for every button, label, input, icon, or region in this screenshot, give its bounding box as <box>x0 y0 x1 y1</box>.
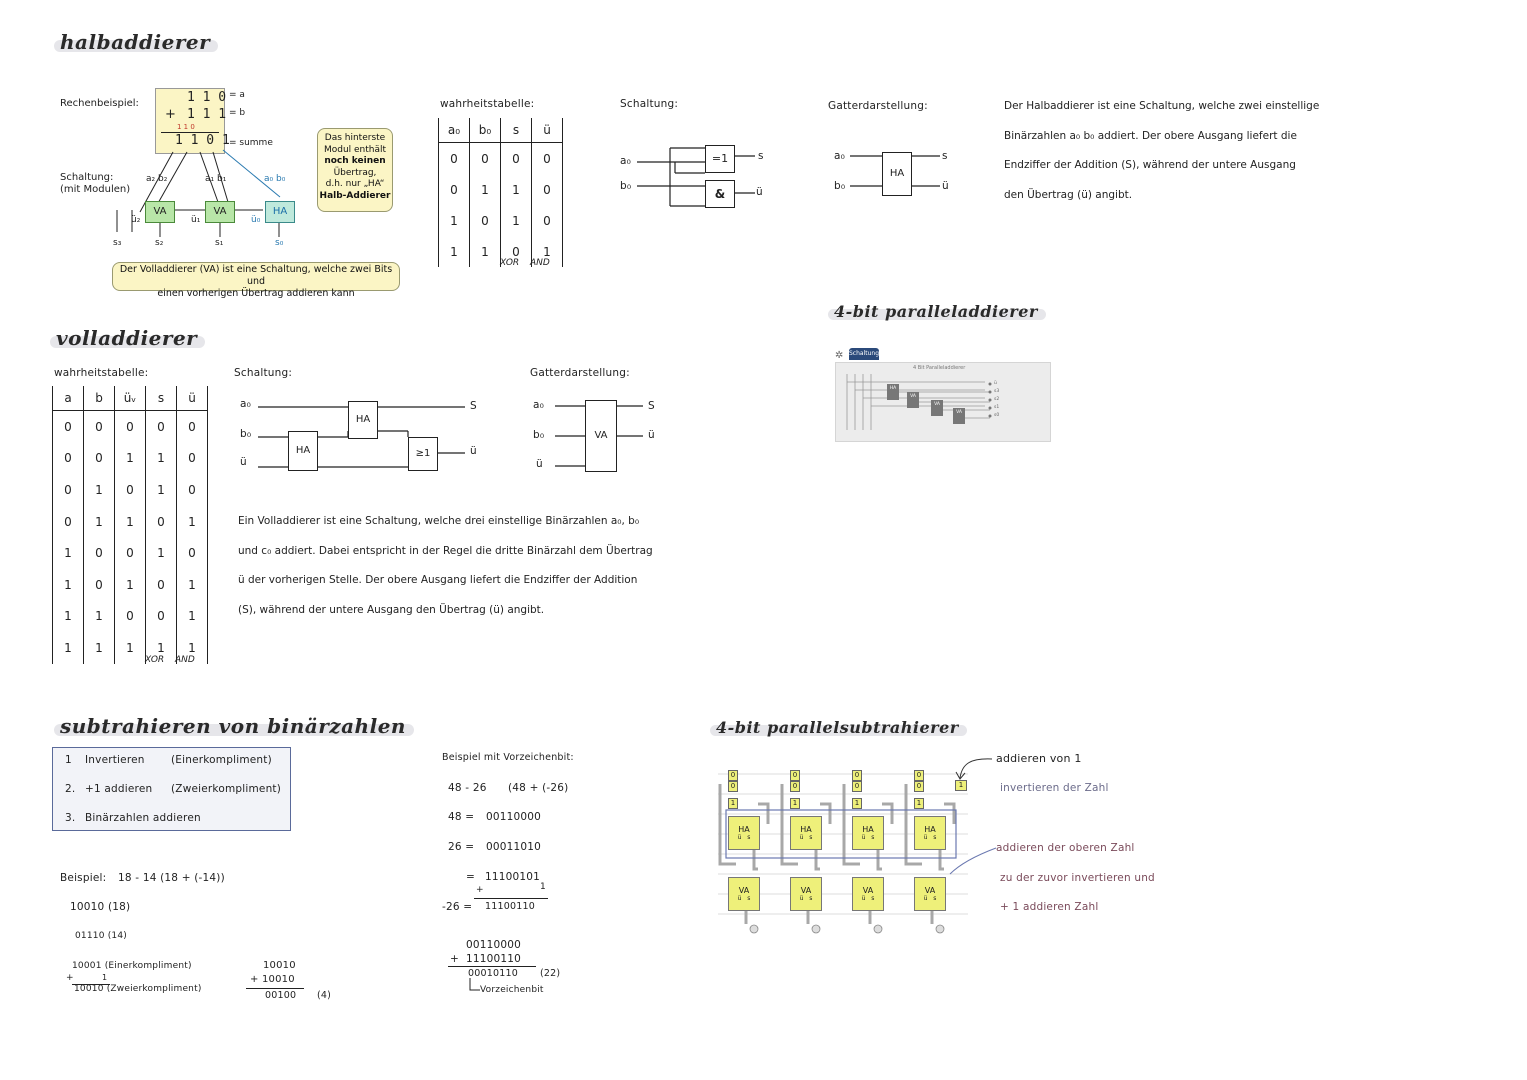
ps-ha-2: HA ü s <box>790 816 822 850</box>
va-brace-and: AND <box>175 655 195 665</box>
step-1-text: Invertieren <box>85 754 145 766</box>
ex1-line3: 10001 (Einerkompliment) <box>72 961 192 971</box>
va-description: Ein Volladdierer ist eine Schaltung, welche drei einstellige Binärzahlen a₀, b₀ und c₀ addiert. Dabei entspricht in der Regel die dritte Binärzahl dem Übertrag ü der vorherigen Stelle. Der obere Ausgang liefert die Endziffer der Addition (S), während der untere Ausgang den Übertrag (ü) angibt. <box>238 515 653 616</box>
gear-icon: ✲ <box>835 350 844 361</box>
va-gate-in-u: ü <box>536 458 543 470</box>
ex2-line4-val: 11100101 <box>485 871 541 883</box>
ha-gate-in-a: a₀ <box>834 150 846 162</box>
sum-s2: s₂ <box>155 238 164 248</box>
ex2-carry: 1 <box>540 882 546 892</box>
step-3-num: 3. <box>65 812 76 824</box>
ps-va-2: VA ü s <box>790 877 822 911</box>
ex2-line4: = <box>466 871 475 883</box>
ps-bit-col-3: 0 0 1 <box>852 770 862 809</box>
step-2-num: 2. <box>65 783 76 795</box>
ex2-line3: 26 = <box>448 841 475 853</box>
ex2-line1: 48 - 26 <box>448 782 487 794</box>
ex1-expr: 18 - 14 (18 + (-14)) <box>118 872 225 884</box>
step-3-text: Binärzahlen addieren <box>85 812 201 824</box>
step-1-num: 1 <box>65 754 72 766</box>
mit-modulen-label: (mit Modulen) <box>60 184 131 195</box>
ps-bit-col-1: 0 0 1 <box>728 770 738 809</box>
bits-a1b1: a₁ b₁ <box>205 174 227 184</box>
section-title-subtrahieren: subtrahieren von binärzahlen <box>60 714 406 738</box>
ps-bit-col-2: 0 0 1 <box>790 770 800 809</box>
va-gate-block: VA <box>585 400 617 472</box>
ex1-add-result: 00100 <box>265 990 297 1001</box>
ps-va-4: VA ü s <box>914 877 946 911</box>
label-sum: = summe <box>229 138 273 148</box>
ex1-plus: + <box>66 973 74 983</box>
ex2-sep1 <box>474 898 548 899</box>
va-gate-in-a: a₀ <box>533 399 545 411</box>
ex1-carry: 1 <box>102 973 108 982</box>
ha-circuit-label: Schaltung: <box>620 98 679 110</box>
pa-out-s0: s0 <box>994 413 1000 418</box>
ha-gate-in-b: b₀ <box>834 180 846 192</box>
module-va-1: VA <box>205 201 235 223</box>
ex1-line5: 10010 (Zweierkompliment) <box>74 984 202 994</box>
step-2-note: (Zweierkompliment) <box>171 783 282 795</box>
sum-s3: s₃ <box>113 238 122 248</box>
ex1-line2: 01110 (14) <box>75 931 127 941</box>
ha-in-a: a₀ <box>620 155 632 167</box>
callout-ha-explanation: Das hinterste Modul enthält noch keinen Übertrag, d.h. nur „HA“ Halb-Addierer <box>317 128 393 212</box>
va-ha-gate-2: HA <box>288 431 318 471</box>
row-a: 1 1 0 <box>187 90 227 105</box>
ps-extra-one: 1 <box>955 780 967 791</box>
pa-block-ha: HA <box>887 384 899 400</box>
bits-a2b2: a₂ b₂ <box>146 174 168 184</box>
ex2-line3-val: 00011010 <box>486 841 542 853</box>
ps-note-invert: invertieren der Zahl <box>1000 782 1109 794</box>
ha-gate-label: Gatterdarstellung: <box>828 100 928 112</box>
carry-row: 1 1 0 <box>177 123 195 131</box>
ex1-label: Beispiel: <box>60 872 107 884</box>
va-ha-gate-1: HA <box>348 401 378 439</box>
parallelsubtrahierer-figure <box>718 764 968 936</box>
ha-out-u: ü <box>756 186 763 198</box>
carry-u2: ü₂ <box>131 215 141 225</box>
schaltung-tab[interactable]: Schaltung <box>849 348 879 360</box>
va-gate-out-s: S <box>648 400 655 412</box>
ha-and-gate: & <box>705 180 735 208</box>
ps-bit-col-4: 0 0 1 <box>914 770 924 809</box>
va-in-a: a₀ <box>240 398 252 410</box>
ps-ha-3: HA ü s <box>852 816 884 850</box>
step-2-text: +1 addieren <box>85 783 153 795</box>
va-truth-label: wahrheitstabelle: <box>54 367 149 379</box>
callout-va-explanation: Der Volladdierer (VA) ist eine Schaltung, welche zwei Bits und einen vorherigen Übertrag addieren kann <box>112 262 400 291</box>
va-out-s: S <box>470 400 477 412</box>
pa-block-va-2: VA <box>931 400 943 416</box>
ps-ha-4: HA ü s <box>914 816 946 850</box>
sign-arrow <box>460 976 482 996</box>
va-brace-xor: XOR <box>145 655 165 665</box>
label-b: = b <box>229 108 246 118</box>
ha-example-figure <box>55 82 405 299</box>
pa-out-u: ü <box>994 381 997 386</box>
ex2-line6-val: 11100110 <box>485 901 535 912</box>
ha-gate-block: HA <box>882 152 912 196</box>
va-gate-out-u: ü <box>648 429 655 441</box>
pa-out-s1: s1 <box>994 405 1000 410</box>
step-1-note: (Einerkompliment) <box>171 754 272 766</box>
ex2-label: Beispiel mit Vorzeichenbit: <box>442 752 574 763</box>
ha-description: Der Halbaddierer ist eine Schaltung, welche zwei einstellige Binärzahlen a₀ b₀ addiert. Der obere Ausgang liefert die Endziffer der Addition (S), während der untere Ausgang den Übertrag (ü) angibt. <box>1004 100 1320 201</box>
ex2-line1-note: (48 + (-26) <box>508 782 569 794</box>
ps-note-add-top-2: zu der zuvor invertieren und <box>1000 872 1155 884</box>
ha-brace-xor: XOR <box>500 258 520 268</box>
section-title-volladdierer: volladdierer <box>56 326 198 350</box>
carry-u1: ü₁ <box>191 215 201 225</box>
ps-note-add1: addieren von 1 <box>996 752 1082 765</box>
ex1-add2: + 10010 <box>250 974 295 985</box>
ex2-line2: 48 = <box>448 811 475 823</box>
ex2-sum1: 00110000 <box>466 939 522 951</box>
section-title-paralleladdierer: 4-bit paralleladdierer <box>834 302 1038 321</box>
section-title-parallelsubtrahierer: 4-bit parallelsubtrahierer <box>716 718 959 737</box>
row-b: 1 1 1 <box>187 107 227 122</box>
ps-va-3: VA ü s <box>852 877 884 911</box>
ps-annotation-arrows <box>940 750 1010 880</box>
ex1-add-result-note: (4) <box>317 990 332 1001</box>
va-in-u: ü <box>240 456 247 468</box>
paralleladdierer-figure <box>835 348 1050 442</box>
ha-xor-gate: =1 <box>705 145 735 173</box>
pa-block-va-1: VA <box>907 392 919 408</box>
ha-gate-out-u: ü <box>942 180 949 192</box>
ha-out-s: s <box>758 150 764 162</box>
ex2-result: 00010110 <box>468 968 518 979</box>
ex2-result-note: (22) <box>540 968 561 979</box>
va-truth-table: a b üᵥ s ü 0 0 0 0 0 0 0 1 1 0 0 1 0 1 0 0 1 1 0 1 1 0 0 1 0 1 0 1 0 1 1 1 0 0 1 1 1 1 1 1 <box>52 386 208 664</box>
va-out-u: ü <box>470 445 477 457</box>
ex2-plus: + <box>476 885 484 895</box>
subtract-steps-box <box>52 747 291 831</box>
ex2-sum2: 11100110 <box>466 953 522 965</box>
ex2-line2-val: 00110000 <box>486 811 542 823</box>
ha-circuit-wires <box>615 138 775 213</box>
ps-va-1: VA ü s <box>728 877 760 911</box>
ps-ha-1: HA ü s <box>728 816 760 850</box>
row-sum: 1 1 0 1 <box>175 133 230 148</box>
paralleladdierer-caption: 4 Bit Paralleladdierer <box>913 365 966 371</box>
va-or-gate: ≥1 <box>408 437 438 471</box>
section-title-halbaddierer: halbaddierer <box>60 30 211 54</box>
module-va-2: VA <box>145 201 175 223</box>
pa-block-va-3: VA <box>953 408 965 424</box>
rechenbeispiel-label: Rechenbeispiel: <box>60 98 139 109</box>
ex2-sep2 <box>448 966 536 967</box>
ha-truth-label: wahrheitstabelle: <box>440 98 535 110</box>
ha-truth-table: a₀ b₀ s ü 0 0 0 0 0 1 1 0 1 0 1 0 1 1 0 1 <box>438 118 563 267</box>
ps-note-add-top-3: + 1 addieren Zahl <box>1000 901 1099 913</box>
module-ha-0: HA <box>265 201 295 223</box>
ex2-sign-note: Vorzeichenbit <box>480 985 544 995</box>
ha-gate-out-s: s <box>942 150 948 162</box>
ex1-line1: 10010 (18) <box>70 901 131 913</box>
va-gate-in-b: b₀ <box>533 429 545 441</box>
label-a: = a <box>229 90 245 100</box>
schaltung-label: Schaltung: <box>60 172 114 183</box>
pa-out-s2: s2 <box>994 397 1000 402</box>
plus-sign: + <box>165 107 176 122</box>
carry-u0: ü₀ <box>251 215 261 225</box>
va-circuit-label: Schaltung: <box>234 367 293 379</box>
ex2-line6: -26 = <box>442 901 473 913</box>
sum-s0: s₀ <box>275 238 284 248</box>
ex1-add-sep <box>246 988 304 989</box>
va-gate-label: Gatterdarstellung: <box>530 367 630 379</box>
ps-note-add-top-1: addieren der oberen Zahl <box>996 842 1135 854</box>
va-in-b: b₀ <box>240 428 252 440</box>
ha-brace-and: AND <box>530 258 550 268</box>
ex1-add1: 10010 <box>263 960 296 971</box>
pa-out-s3: s3 <box>994 389 1000 394</box>
ha-in-b: b₀ <box>620 180 632 192</box>
sum-s1: s₁ <box>215 238 224 248</box>
ex2-sum-plus: + <box>450 953 459 965</box>
bits-a0b0: a₀ b₀ <box>264 174 286 184</box>
